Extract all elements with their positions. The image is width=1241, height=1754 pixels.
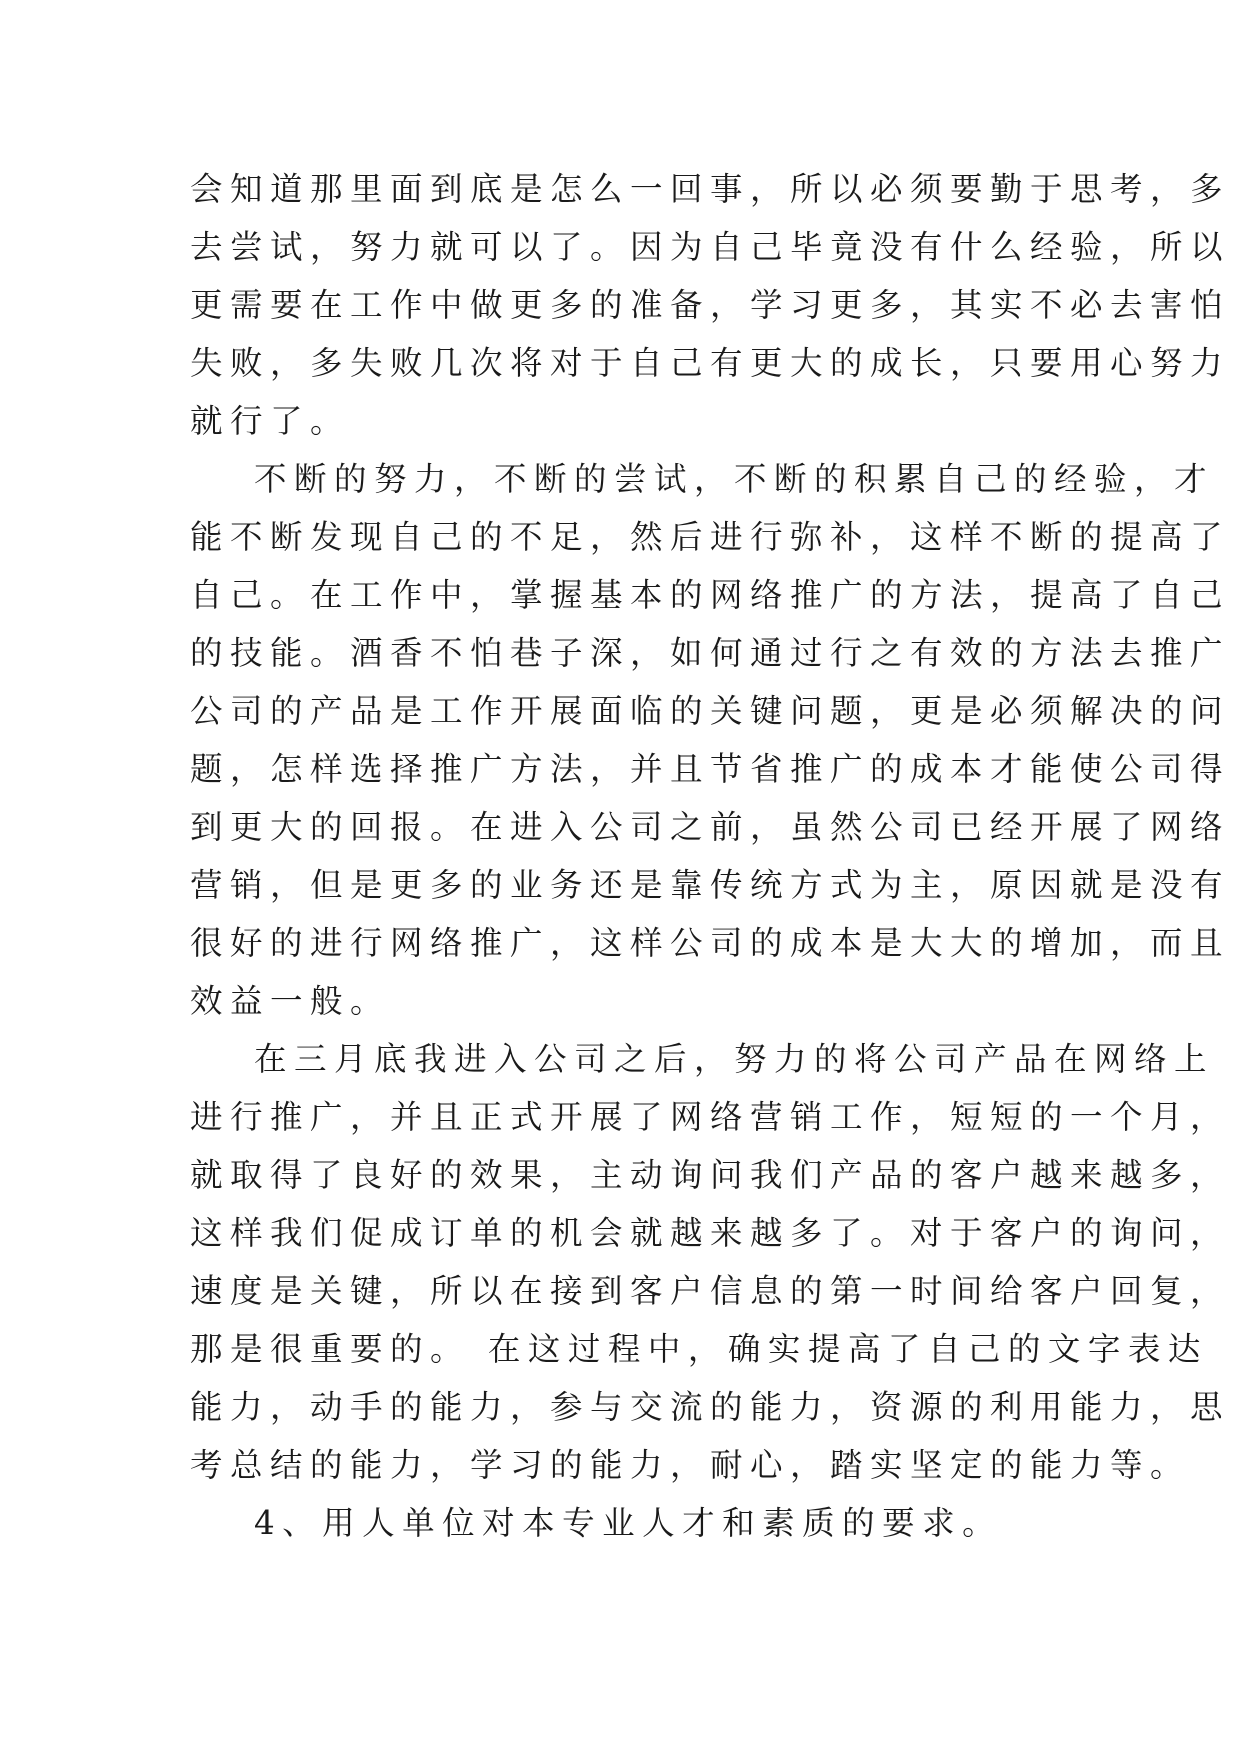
- text-line: 失败，多失败几次将对于自己有更大的成长，只要用心努力: [190, 344, 1231, 382]
- text-line: 就取得了良好的效果，主动询问我们产品的客户越来越多，: [190, 1156, 1231, 1194]
- text-line: 题，怎样选择推广方法，并且节省推广的成本才能使公司得: [190, 750, 1231, 788]
- text-line: 公司的产品是工作开展面临的关键问题，更是必须解决的问: [190, 692, 1231, 730]
- text-line: 更需要在工作中做更多的准备，学习更多，其实不必去害怕: [190, 286, 1231, 324]
- text-line: 速度是关键，所以在接到客户信息的第一时间给客户回复，: [190, 1272, 1231, 1310]
- text-line: 考总结的能力，学习的能力，耐心，踏实坚定的能力等。: [190, 1446, 1191, 1484]
- text-line: 营销，但是更多的业务还是靠传统方式为主，原因就是没有: [190, 866, 1231, 904]
- text-line: 去尝试，努力就可以了。因为自己毕竟没有什么经验，所以: [190, 228, 1231, 266]
- text-line: 自己。在工作中，掌握基本的网络推广的方法，提高了自己: [190, 576, 1231, 614]
- text-line: 进行推广，并且正式开展了网络营销工作，短短的一个月，: [190, 1098, 1231, 1136]
- text-line: 这样我们促成订单的机会就越来越多了。对于客户的询问，: [190, 1214, 1231, 1252]
- document-body: [190, 160, 1231, 1552]
- text-line: 到更大的回报。在进入公司之前，虽然公司已经开展了网络: [190, 808, 1231, 846]
- text-line: 就行了。: [190, 402, 351, 440]
- text-line: 效益一般。: [190, 982, 391, 1020]
- paragraph-start-line: 不断的努力，不断的尝试，不断的积累自己的经验，才: [254, 460, 1215, 498]
- text-line: 很好的进行网络推广，这样公司的成本是大大的增加，而且: [190, 924, 1231, 962]
- paragraph-start-line: 在三月底我进入公司之后，努力的将公司产品在网络上: [254, 1040, 1215, 1078]
- text-line: 能力，动手的能力，参与交流的能力，资源的利用能力，思: [190, 1388, 1231, 1426]
- text-line: 能不断发现自己的不足，然后进行弥补，这样不断的提高了: [190, 518, 1231, 556]
- text-line: 的技能。酒香不怕巷子深，如何通过行之有效的方法去推广: [190, 634, 1231, 672]
- text-line: 那是很重要的。 在这过程中，确实提高了自己的文字表达: [190, 1330, 1208, 1368]
- section-heading-line: 4、用人单位对本专业人才和素质的要求。: [254, 1504, 1003, 1542]
- text-line: 会知道那里面到底是怎么一回事，所以必须要勤于思考，多: [190, 170, 1231, 208]
